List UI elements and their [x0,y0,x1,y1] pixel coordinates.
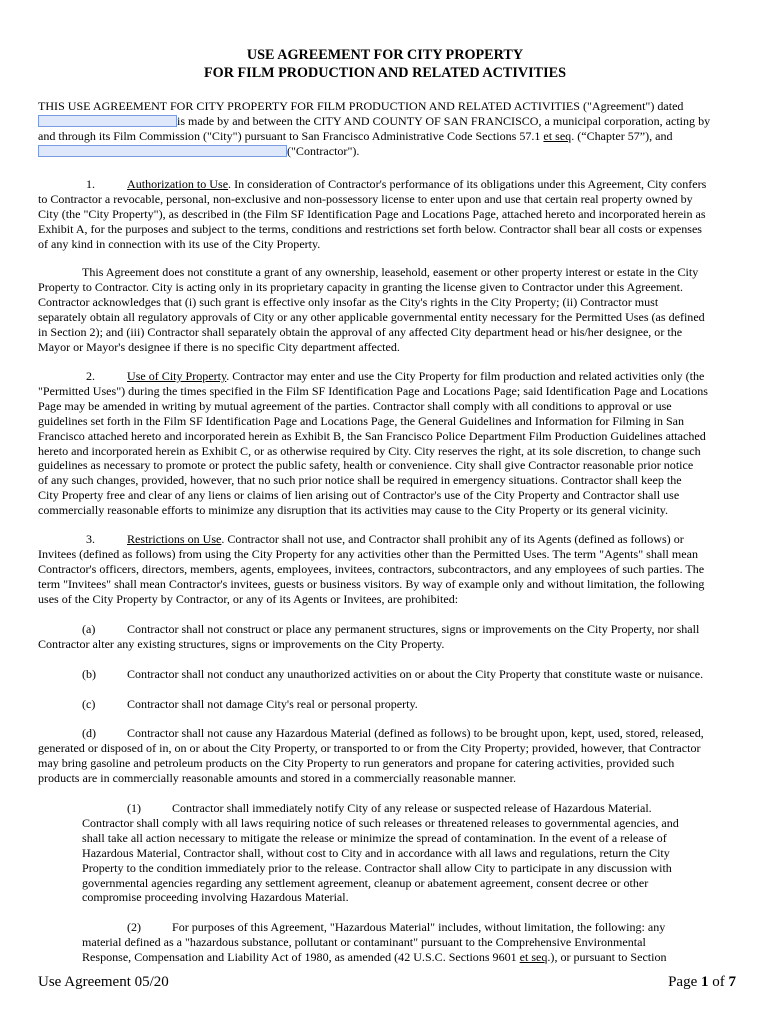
subclause-line: Contractor shall immediately notify City of any release or suspected release of Hazardous Material. [172,801,652,815]
page-indicator [668,972,736,992]
intro-line: and through its Film Commission ("City") pursuant to San Francisco Administrative Code Sections 57.1 [38,128,544,143]
subclause-line: Response, Compensation and Liability Act of 1980, as amended (42 U.S.C. Sections 9601 [82,949,520,964]
intro-line: THIS USE AGREEMENT FOR CITY PROPERTY FOR FILM PRODUCTION AND RELATED ACTIVITIES ("Agreement") dated [38,99,684,113]
subclause-1 [82,801,737,905]
section-heading: Restrictions on Use [127,532,222,546]
clause-line: may bring gasoline and petroleum products on the City Property to run generators and propane for catering activities, provided such [38,755,675,770]
subclause-line: material defined as a "hazardous substance, pollutant or contaminant" pursuant to the Comprehensive Environmental [82,934,646,949]
subclause-line: Hazardous Material, Contractor shall, without cost to City and in accordance with all laws and regulations, return the City [82,845,670,860]
page-of-label: of [708,974,729,990]
footer-version: Use Agreement 05/20 [38,974,169,990]
intro-paragraph [38,99,737,159]
section-line: term "Invitees" shall mean Contractor's invitees, guests or business visitors. By way of example only and without limitation, the following [38,576,705,591]
intro-line: . (“Chapter 57”), and [571,128,673,143]
section-line: City (the "City Property"), as described in (the Film SF Identification Page and Locations Page, attached hereto and incorporated herein as [38,206,706,221]
section-line: "Permitted Uses") during the times specified in the Film SF Identification Page and Locations Page; said Identification Page and Locations [38,383,708,398]
section-1 [38,177,737,252]
section-line: . Contractor may enter and use the City Property for film production and related activities only (the [226,369,705,383]
subclause-number: (1) [127,801,142,815]
clause-number: (a) [82,622,96,636]
section-line: Page may be amended in writing by mutual agreement of the parties. Contractor shall comply with all conditions to approval or use [38,398,672,413]
clause-line: Contractor shall not cause any Hazardous Material (defined as follows) to be brought upon, kept, used, stored, released, [127,726,704,740]
section-number: 3. [86,532,96,546]
paragraph-line: Contractor acknowledges that (i) such grant is effective only insofar as the City's rights in the City Property; (ii) Contractor must [38,294,659,309]
section-line: Invitees (defined as follows) from using the City Property for any activities other than the Permitted Uses. The term "Agents" shall mean [38,546,698,561]
subclause-line: Property to the condition immediately prior to the release. Contractor shall allow City to participate in any discussion with [82,860,672,875]
clause-b [38,667,737,682]
section-line: uses of the City Property by Contractor, or any of its Agents or Invitees, are prohibited: [38,591,459,606]
subclause-line: governmental agencies regarding any settlement agreement, cleanup or abatement agreement, consent decree or other [82,875,649,890]
clause-line: Contractor shall not damage City's real or personal property. [127,697,418,711]
paragraph-line: separately obtain all regulatory approvals of City or any other applicable governmental entity necessary for the Permitted Uses (as defined [38,309,705,324]
subclause-line: shall take all action necessary to mitigate the release or minimize the spread of contamination. In the event of a release of [82,830,667,845]
document-title-line1: USE AGREEMENT FOR CITY PROPERTY [246,47,524,63]
section-line: Exhibit A, for the purposes and subject to the terms, conditions and restrictions set forth below. Contractor shall bear all costs or expenses [38,221,702,236]
section-number: 2. [86,369,96,383]
page-label: Page [668,974,701,990]
section-heading: Use of City Property [127,369,227,383]
clause-line: products are in commercially reasonable amounts and stored in a commercially reasonable manner. [38,770,517,785]
subclause-line: For purposes of this Agreement, "Hazardous Material" includes, without limitation, the following: any [172,920,666,934]
et-seq-text: et seq [519,949,548,964]
clause-c [38,697,737,712]
clause-d [38,726,737,786]
clause-line: Contractor alter any existing structures, signs or improvements on the City Property. [38,636,445,651]
section-line: hereto and incorporated herein as Exhibit C, or as otherwise required by City. City reserves the right, at its sole discretion, to change such [38,443,701,458]
page-total: 7 [728,974,736,990]
subclause-2 [82,920,737,965]
intro-line: ("Contractor"). [287,143,360,158]
section-line: of any kind in connection with its use of the City Property. [38,236,321,251]
clause-line: Contractor shall not construct or place any permanent structures, signs or improvements on the City Property, nor shall [127,622,700,636]
section-line: of any such changes, provided, however, that no such prior notice shall be required in emergency situations. Contractor shall keep the [38,473,682,488]
section-line: to Contractor a revocable, personal, non-exclusive and non-possessory license to enter upon and use that certain real property owned by [38,191,693,206]
contractor-name-field[interactable] [38,145,287,157]
clause-a [38,622,737,652]
section-2 [38,369,737,518]
intro-line: is made by and between the CITY AND COUNTY OF SAN FRANCISCO, a municipal corporation, acting by [177,113,711,128]
subclause-line: Contractor shall comply with all laws requiring notice of such releases or threatened releases to governmental agencies, and [82,815,679,830]
subclause-line: compromise proceeding involving Hazardous Material. [82,890,349,905]
clause-line: Contractor shall not conduct any unauthorized activities on or about the City Property that constitute waste or nuisance. [127,667,704,681]
license-paragraph [38,265,737,354]
clause-number: (d) [82,726,97,740]
section-line: guidelines as necessary to promote or protect the public safety, health or convenience. City shall give Contractor reasonable prior notice [38,458,694,473]
subclause-line: .), or pursuant to Section [547,949,667,964]
section-line: commercially reasonable efforts to minimize any disruption that its activities may cause to the City Property or its general vicinity. [38,503,668,518]
section-number: 1. [86,177,96,191]
clause-line: generated or disposed of in, on or about the City Property, or transported to or from the City Property; provided, however, that Contractor [38,740,701,755]
section-line: guidelines set forth in the Film SF Identification Page and Locations Page, the General Guidelines and Information for Filming in San [38,413,685,428]
et-seq-text: et seq [543,128,572,143]
section-line: . Contractor shall not use, and Contractor shall prohibit any of its Agents (defined as follows) or [221,532,684,546]
subclause-number: (2) [127,920,142,934]
document-title-line2: FOR FILM PRODUCTION AND RELATED ACTIVITIES [204,65,566,81]
clause-number: (b) [82,667,97,681]
section-line: . In consideration of Contractor's performance of its obligations under this Agreement, City confers [228,177,707,191]
section-3 [38,532,737,607]
paragraph-line: Property to Contractor. City is acting only in its proprietary capacity in granting the license given to Contractor under this Agreement. [38,279,684,294]
date-field[interactable] [38,115,177,127]
section-line: Francisco attached hereto and incorporated herein as Exhibit B, the San Francisco Police Department Film Production Guidelines attached [38,428,706,443]
clause-number: (c) [82,697,96,711]
page-number: 1 [701,974,709,990]
paragraph-line: Mayor or Mayor's designee if there is no specific City department affected. [38,339,400,354]
section-line: City Property free and clear of any liens or claims of lien arising out of Contractor's use of the City Property and Contractor shall use [38,488,680,503]
section-heading: Authorization to Use [127,177,229,191]
paragraph-line: in Section 2); and (iii) Contractor shall separately obtain the approval of any affected City department head or his/her designee, or the [38,324,683,339]
paragraph-line: This Agreement does not constitute a grant of any ownership, leasehold, easement or other property interest or estate in the City [82,265,699,279]
section-line: Contractor's officers, directors, members, agents, employees, invitees, contractors, subcontractors, and any employees of such parties. The [38,561,705,576]
